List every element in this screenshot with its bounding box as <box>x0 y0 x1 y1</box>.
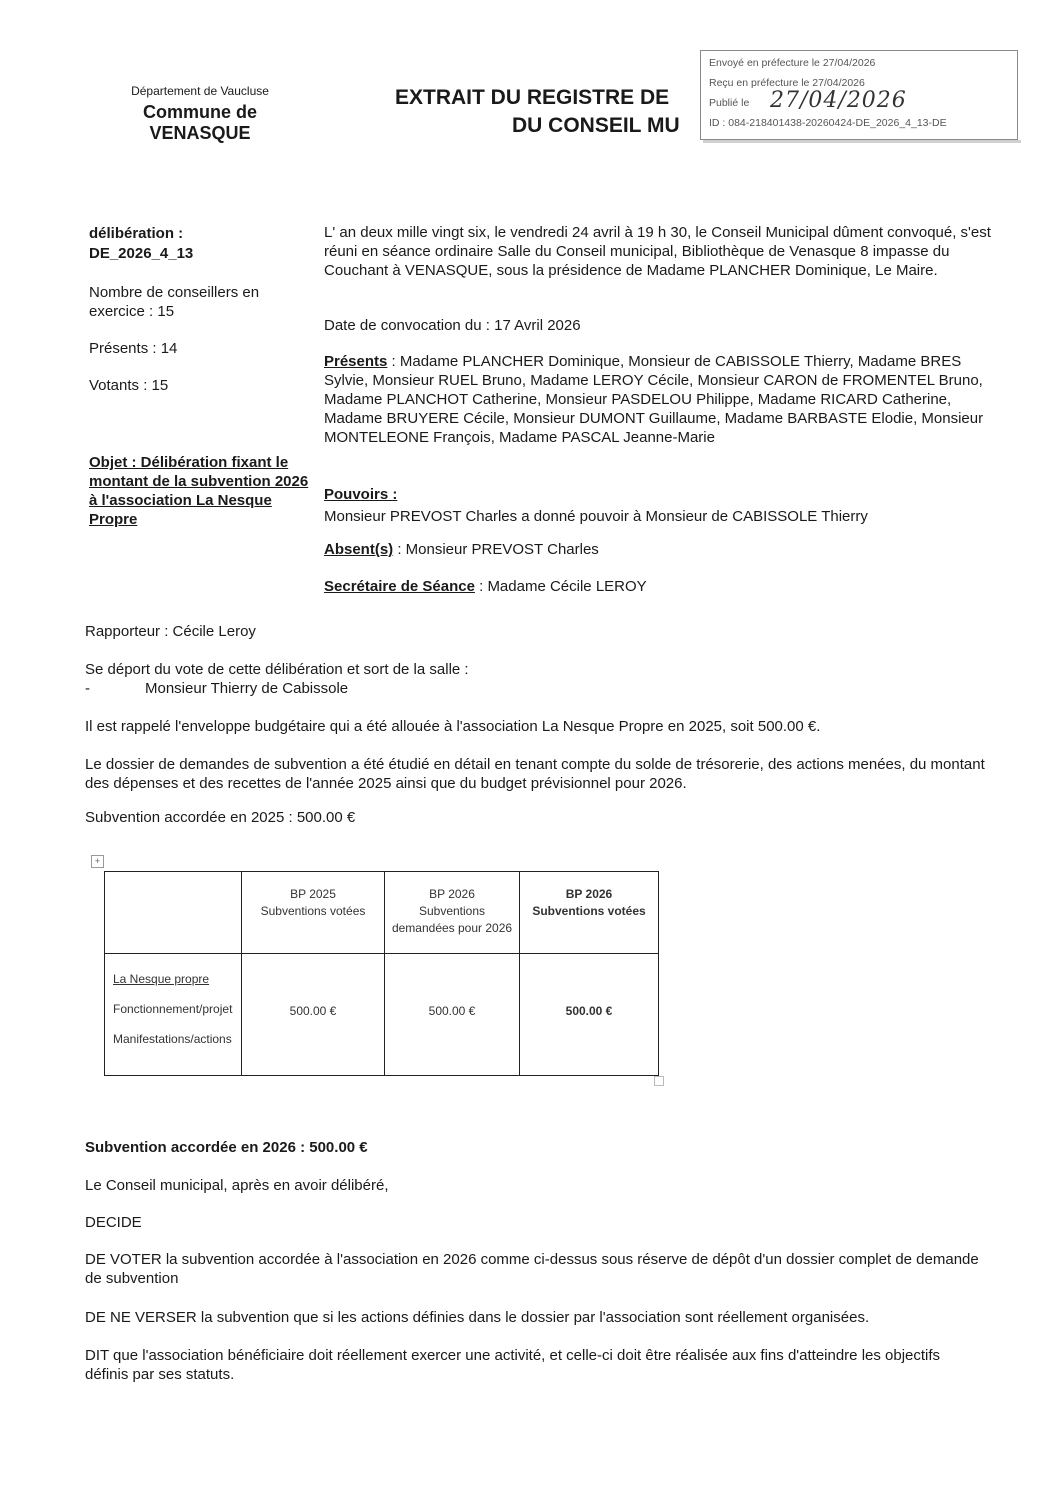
deport-statement: Se déport du vote de cette délibération et sort de la salle : <box>85 661 469 678</box>
objet-prefix: Objet : Délibération fixant le <box>89 454 289 471</box>
value-bp2026-voted: 500.00 € <box>565 1004 613 1018</box>
secretaire-label: Secrétaire de Séance <box>324 578 475 595</box>
deliberation-number: DE_2026_4_13 <box>89 245 194 262</box>
table-header-bp2026-voted: BP 2026 Subventions votées <box>520 872 659 954</box>
table-cell-bp2025 <box>242 954 385 1076</box>
stamp-published-date-handwritten: 27/04/2026 <box>770 88 907 113</box>
decide-heading: DECIDE <box>85 1214 142 1231</box>
table-header-empty <box>105 872 242 954</box>
stamp-id: ID : 084-218401438-20260424-DE_2026_4_13-DE <box>709 117 947 129</box>
value-bp2025: 500.00 € <box>289 1004 337 1018</box>
presents-count: Présents : 14 <box>89 340 178 357</box>
absents-text: : Monsieur PREVOST Charles <box>393 541 599 558</box>
row-label-fonctionnement: Fonctionnement/projet <box>113 1002 233 1016</box>
department-label: Département de Vaucluse <box>131 84 269 98</box>
subvention-2026: Subvention accordée en 2026 : 500.00 € <box>85 1139 368 1156</box>
stamp-shadow <box>703 140 1021 143</box>
objet-block <box>89 453 317 529</box>
dit-paragraph: DIT que l'association bénéficiaire doit réellement exercer une activité, et celle-ci doit être réalisée aux fins d'atteindre les objectifs définis par ses statuts. <box>85 1347 941 1383</box>
subvention-table <box>104 871 659 1076</box>
presents-list: : Madame PLANCHER Dominique, Monsieur de CABISSOLE Thierry, Madame BRES Sylvie, Monsieur RUEL Bruno, Madame LEROY Cécile, Monsieur CARON de FROMENTEL Bruno, Madame PLANCHOT Catherine, Monsieur PASDELOU Philippe, Madame RICARD Catherine, Madame BRUYERE Cécile, Monsieur DUMONT Guillaume, Madame BARBASTE Elodie, Monsieur MONTELEONE François, Madame PASCAL Jeanne-Marie <box>324 353 984 446</box>
commune-name <box>110 102 290 144</box>
row-label-association: La Nesque propre <box>113 972 210 986</box>
session-intro: L' an deux mille vingt six, le vendredi 24 avril à 19 h 30, le Conseil Municipal dûment convoqué, s'est réuni en séance ordinaire Salle du Conseil municipal, Bibliothèque de Venasque 8 impasse du Couchant à VENASQUE, sous la présidence de Madame PLANCHER Dominique, Le Maire. <box>324 224 991 279</box>
absents-label: Absent(s) <box>324 541 394 558</box>
councillors-count: Nombre de conseillers en exercice : 15 <box>89 284 260 320</box>
deport-list-item <box>85 679 985 698</box>
stamp-received: Reçu en préfecture le 27/04/2026 <box>709 77 865 89</box>
commune-line-2: VENASQUE <box>149 123 251 143</box>
table-header-bp2025: BP 2025 Subventions votées <box>242 872 385 954</box>
secretaire-block <box>324 577 647 596</box>
votants-count: Votants : 15 <box>89 377 169 394</box>
stamp-sent: Envoyé en préfecture le 27/04/2026 <box>709 57 876 69</box>
table-row <box>105 954 659 1076</box>
objet-rest: montant de la subvention 2026 à l'association La Nesque Propre <box>89 473 309 528</box>
table-resize-handle-icon <box>654 1076 664 1086</box>
row-label-manifestations: Manifestations/actions <box>113 1032 232 1046</box>
de-ne-verser-paragraph: DE NE VERSER la subvention que si les actions définies dans le dossier par l'association sont réellement organisées. <box>85 1309 870 1326</box>
absents-block <box>324 540 599 559</box>
table-header-bp2026-requested: BP 2026 Subventions demandées pour 2026 <box>385 872 520 954</box>
de-voter-paragraph: DE VOTER la subvention accordée à l'association en 2026 comme ci-dessus sous réserve de dépôt d'un dossier complet de demande de subvention <box>85 1251 979 1287</box>
table-cell-bp2026-voted <box>520 954 659 1076</box>
deport-name: Monsieur Thierry de Cabissole <box>145 680 349 697</box>
presents-label: Présents <box>324 353 388 370</box>
rapporteur: Rapporteur : Cécile Leroy <box>85 623 256 640</box>
deliberation-label: délibération : <box>89 225 184 242</box>
document-title-line-1: EXTRAIT DU REGISTRE DE <box>395 86 670 109</box>
deport-dash: - <box>85 680 90 697</box>
secretaire-text: : Madame Cécile LEROY <box>474 578 647 595</box>
table-move-handle-icon: + <box>91 855 104 868</box>
stamp-published-label: Publié le <box>709 97 750 109</box>
pouvoirs-label: Pouvoirs : <box>324 486 398 503</box>
convocation-date: Date de convocation du : 17 Avril 2026 <box>324 317 581 334</box>
presents-block <box>324 352 1004 447</box>
commune-line-1: Commune de <box>142 102 257 122</box>
apres-deliberation: Le Conseil municipal, après en avoir délibéré, <box>85 1177 389 1194</box>
document-title-line-2: DU CONSEIL MU <box>512 114 680 137</box>
table-row-labels <box>105 954 242 1076</box>
table-cell-bp2026-requested <box>385 954 520 1076</box>
value-bp2026-requested: 500.00 € <box>428 1004 476 1018</box>
subvention-2025: Subvention accordée en 2025 : 500.00 € <box>85 809 356 826</box>
pouvoirs-text: Monsieur PREVOST Charles a donné pouvoir à Monsieur de CABISSOLE Thierry <box>324 508 868 525</box>
table-header-row <box>105 872 659 954</box>
dossier-paragraph: Le dossier de demandes de subvention a été étudié en détail en tenant compte du solde de trésorerie, des actions menées, du montant des dépenses et des recettes de l'année 2025 ainsi que du budget prévisionnel pour 2026. <box>85 756 985 792</box>
rappel-paragraph: Il est rappelé l'enveloppe budgétaire qui a été allouée à l'association La Nesque Propre en 2025, soit 500.00 €. <box>85 718 821 735</box>
